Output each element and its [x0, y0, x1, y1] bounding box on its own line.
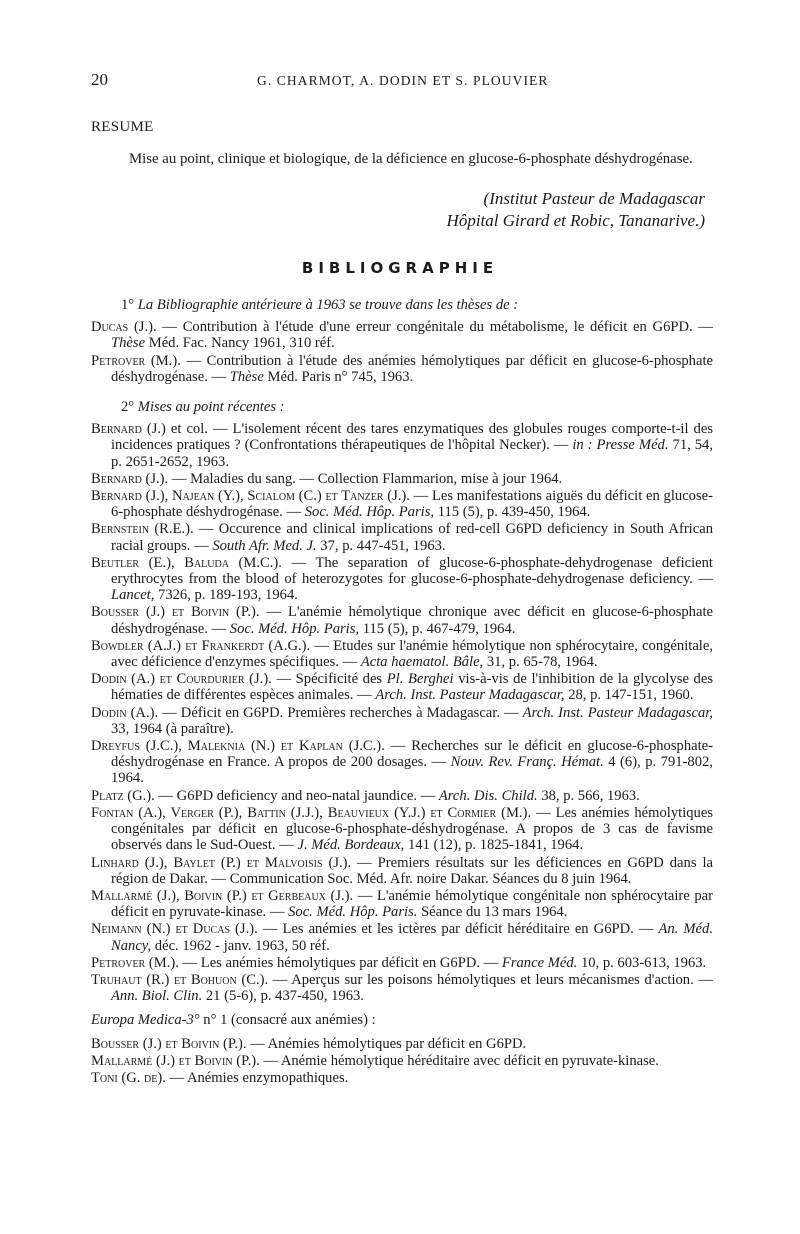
reference-authors: Platz (G.).	[91, 787, 155, 804]
reference-details: Méd. Fac. Nancy 1961, 310 réf.	[148, 335, 335, 352]
page-number: 20	[91, 70, 108, 89]
affiliation	[350, 188, 705, 232]
reference-source: Arch. Inst. Pasteur Madagascar,	[522, 704, 713, 721]
reference-text: — Recherches sur le déficit en glucose-6-phosphate-déshydrogénase en France. A propos de 200 dosages. —	[111, 738, 713, 771]
reference-source: Arch. Inst. Pasteur Madagascar,	[375, 687, 565, 704]
reference-entry	[91, 319, 713, 351]
reference-authors: Bowdler (A.J.) et Frankerdt (A.G.).	[91, 637, 311, 654]
reference-entry	[91, 738, 713, 787]
reference-source: Ann. Biol. Clin.	[111, 988, 203, 1005]
affiliation-line-1: (Institut Pasteur de Madagascar	[483, 189, 705, 208]
reference-entry	[91, 555, 713, 604]
reference-source: Acta haematol. Bâle,	[360, 654, 484, 671]
reference-entry	[91, 788, 713, 804]
europa-medica-heading: Europa Medica-3° n° 1 (consacré aux anémies) :	[91, 1012, 376, 1029]
reference-details: 115 (5), p. 439-450, 1964.	[437, 504, 591, 521]
reference-entry	[91, 353, 713, 385]
section-2-refs	[91, 421, 713, 1004]
reference-text: — Occurence and clinical implications of red-cell G6PD deficiency in South African racial groups. —	[111, 521, 713, 554]
reference-source: Lancet,	[111, 587, 155, 604]
running-head	[91, 70, 711, 92]
reference-source: Thèse	[111, 335, 146, 352]
reference-text: — Anémie hémolytique héréditaire avec déficit en pyruvate-kinase.	[263, 1052, 659, 1069]
reference-text: — Spécificité des	[276, 671, 383, 688]
europa-refs	[91, 1036, 713, 1087]
reference-details: 38, p. 566, 1963.	[541, 787, 640, 804]
reference-authors: Dodin (A.) et Courdurier (J.).	[91, 671, 272, 688]
section-1-heading: 1° La Bibliographie antérieure à 1963 se trouve dans les thèses de :	[121, 297, 519, 313]
reference-authors: Dodin (A.).	[91, 704, 159, 721]
reference-entry	[91, 521, 713, 553]
reference-authors: Bousser (J.) et Boivin (P.).	[91, 1035, 247, 1052]
affiliation-line-2: Hôpital Girard et Robic, Tananarive.)	[446, 211, 705, 230]
reference-authors: Bernard (J.), Najean (Y.), Scialom (C.) et Tanzer (J.).	[91, 488, 410, 505]
reference-entry	[91, 705, 713, 737]
reference-text: — Anémies enzymopathiques.	[169, 1069, 349, 1086]
reference-details: 31, p. 65-78, 1964.	[486, 654, 598, 671]
reference-entry	[91, 972, 713, 1004]
reference-entry	[91, 638, 713, 670]
resume-text: Mise au point, clinique et biologique, de la déficience en glucose-6-phosphate déshydrogénase.	[129, 151, 693, 167]
reference-text: — Les manifestations aiguës du déficit en glucose-6-phosphate déshydrogénase. —	[111, 488, 713, 521]
reference-text: — Les anémies hémolytiques congénitales par déficit en glucose-6-phosphate-déshydrogénase. A propos de 3 cas de favisme observés dans le Sud-Ouest. —	[111, 804, 713, 854]
reference-authors: Petrover (M.).	[91, 954, 179, 971]
reference-details: 21 (5-6), p. 437-450, 1963.	[205, 988, 364, 1005]
reference-source: Pl. Berghei	[386, 671, 454, 688]
reference-authors: Mallarmé (J.) et Boivin (P.).	[91, 1052, 260, 1069]
reference-details: Séance du 13 mars 1964.	[421, 904, 568, 921]
reference-source: in : Presse Méd.	[572, 437, 669, 454]
reference-authors: Beutler (E.), Baluda (M.C.).	[91, 554, 282, 571]
reference-entry	[91, 1053, 713, 1069]
reference-text: — The separation of glucose-6-phosphate-dehydrogenase deficient erythrocytes from the blood of heterozygotes for glucose-6-phosphate-dehydrogenase deficiency. —	[111, 554, 713, 588]
reference-details: vis-à-vis de l'inhibition de la glycolyse des hématies de différentes espèces animales. —	[111, 671, 713, 704]
reference-details: 33, 1964 (à paraître).	[111, 720, 234, 737]
reference-entry	[91, 1036, 713, 1052]
reference-text: — Déficit en G6PD. Premières recherches à Madagascar. —	[162, 704, 519, 721]
reference-entry	[91, 604, 713, 636]
reference-text: — Anémies hémolytiques par déficit en G6PD.	[250, 1035, 527, 1052]
reference-entry	[91, 805, 713, 854]
resume-heading: RESUME	[91, 119, 154, 135]
reference-details: déc. 1962 - janv. 1963, 50 réf.	[154, 937, 330, 954]
reference-text: — Premiers résultats sur les déficiences en G6PD dans la région de Dakar. — Communication Soc. Méd. Afr. noire Dakar. Séances du 8 juin 1964.	[111, 854, 713, 887]
reference-authors: Bernard (J.)	[91, 421, 166, 438]
reference-source: J. Méd. Bordeaux,	[297, 837, 405, 854]
reference-text: — L'anémie hémolytique chronique avec déficit en glucose-6-phosphate déshydrogénase. —	[111, 604, 713, 637]
reference-text: — Etudes sur l'anémie hémolytique non sphérocytaire, congénitale, avec déficience d'enzymes spécifiques. —	[111, 637, 713, 671]
reference-authors: Petrover (M.).	[91, 352, 181, 369]
reference-authors: Toni (G. de).	[91, 1069, 166, 1086]
reference-text: — Les anémies hémolytiques par déficit en G6PD. —	[182, 954, 499, 971]
reference-authors: Mallarmé (J.), Boivin (P.) et Gerbeaux (J.).	[91, 887, 354, 904]
reference-details: 28, p. 147-151, 1960.	[568, 687, 694, 704]
reference-entry	[91, 855, 713, 887]
reference-authors: Fontan (A.), Verger (P.), Battin (J.J.), Beauvieux (Y.J.) et Cormier (M.).	[91, 804, 532, 821]
reference-authors: Dreyfus (J.C.), Maleknia (N.) et Kaplan (J.C.).	[91, 738, 385, 755]
reference-authors: Bernstein (R.E.).	[91, 521, 194, 538]
reference-entry	[91, 955, 713, 971]
reference-source: Arch. Dis. Child.	[438, 787, 538, 804]
reference-authors: Neimann (N.) et Ducas (J.).	[91, 921, 258, 938]
reference-entry	[91, 1070, 713, 1086]
reference-entry	[91, 488, 713, 520]
reference-entry	[91, 671, 713, 703]
reference-text: et col. — L'isolement récent des tares enzymatiques des globules rouges comporte-t-il des incidences pratiques ? (Confrontations thérapeutiques de l'hôpital Necker). —	[111, 421, 713, 454]
reference-text: — Aperçus sur les poisons hémolytiques et leurs mécanismes d'action. —	[272, 971, 713, 988]
reference-authors: Ducas (J.).	[91, 319, 157, 336]
reference-text: — Contribution à l'étude d'une erreur congénitale du métabolisme, le déficit en G6PD. —	[162, 319, 713, 336]
header-authors: G. CHARMOT, A. DODIN ET S. PLOUVIER	[257, 73, 549, 88]
reference-entry	[91, 888, 713, 920]
reference-source: Thèse	[229, 368, 264, 385]
reference-authors: Bernard (J.).	[91, 470, 169, 487]
reference-text: — Les anémies et les ictères par déficit héréditaire en G6PD. —	[262, 921, 654, 938]
reference-source: Nouv. Rev. Franç. Hémat.	[450, 754, 604, 771]
reference-authors: Truhaut (R.) et Bohuon (C.).	[91, 971, 269, 988]
reference-text: — G6PD deficiency and neo-natal jaundice. —	[158, 787, 436, 804]
reference-entry	[91, 471, 713, 487]
section-2-heading: 2° Mises au point récentes :	[121, 399, 285, 416]
reference-entry	[91, 421, 713, 470]
reference-authors: Linhard (J.), Baylet (P.) et Malvoisis (J.).	[91, 854, 352, 871]
reference-text: — Contribution à l'étude des anémies hémolytiques par déficit en glucose-6-phosphate déshydrogénase. —	[111, 352, 713, 385]
bibliography-list	[91, 297, 713, 1087]
reference-details: 141 (12), p. 1825-1841, 1964.	[407, 837, 584, 854]
reference-details: 71, 54, p. 2651-2652, 1963.	[111, 437, 714, 470]
reference-details: Méd. Paris n° 745, 1963.	[267, 368, 414, 385]
reference-source: France Méd.	[501, 954, 578, 971]
reference-source: Soc. Méd. Hôp. Paris,	[304, 504, 435, 521]
reference-text: — L'anémie hémolytique congénitale non sphérocytaire par déficit en pyruvate-kinase. —	[111, 887, 713, 921]
section-1-refs	[91, 319, 713, 385]
reference-details: 7326, p. 189-193, 1964.	[158, 587, 298, 604]
reference-source: South Afr. Med. J.	[212, 537, 317, 554]
reference-source: Soc. Méd. Hôp. Paris,	[229, 620, 360, 637]
reference-details: 37, p. 447-451, 1963.	[320, 537, 446, 554]
reference-details: 4 (6), p. 791-802, 1964.	[111, 754, 713, 787]
reference-details: 115 (5), p. 467-479, 1964.	[362, 620, 516, 637]
bibliography-title: BIBLIOGRAPHIE	[301, 259, 499, 277]
reference-source: Soc. Méd. Hôp. Paris.	[288, 904, 418, 921]
reference-text: — Maladies du sang. — Collection Flammarion, mise à jour 1964.	[171, 470, 563, 487]
reference-details: 10, p. 603-613, 1963.	[580, 954, 707, 971]
reference-source: An. Méd. Nancy,	[111, 921, 713, 954]
reference-entry	[91, 921, 713, 953]
reference-authors: Bousser (J.) et Boivin (P.).	[91, 604, 260, 621]
